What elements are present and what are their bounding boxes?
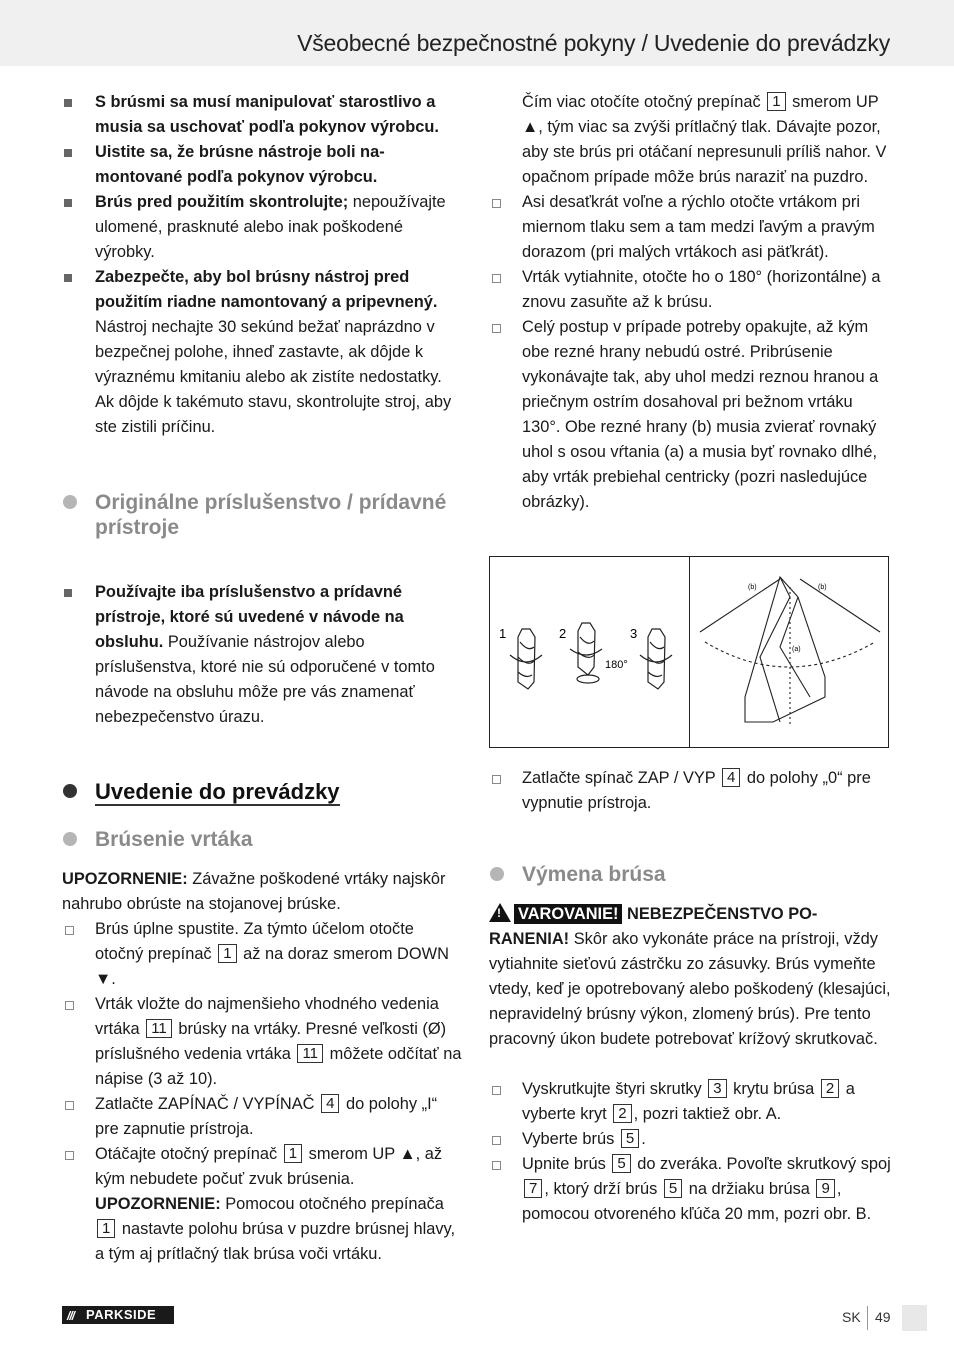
step-item: Zatlačte ZAPÍNAČ / VYPÍNAČ 4 do polohy „I“ pre zapnutie prístroja. [62,1092,464,1142]
warning-paragraph: ! VAROVANIE! NEBEZPEČENSTVO PORANENIA! Skôr ako vykonáte práce na prístroji, vždy vytiahnite sieťovú zástrčku zo zásuvky. Brús vymeňte vtedy, keď je opotrebovaný alebo poškodený (klesajúci, nepravidelný brúsny výkon, zlomený brús). Pre tento pracovný úkon budete potrebovať krížový skrutkovač. [489,905,891,1048]
section-heading-drill-sharpening: Brúsenie vrtáka [62,827,464,852]
step-item: Brús úplne spustite. Za týmto účelom otočte otočný prepínač 1 až na doraz smerom DOWN ▼. [62,917,464,992]
step-item: Zatlačte spínač ZAP / VYP 4 do polohy „0“ pre vypnutie prístroja. [489,766,891,816]
label-a: (a) [792,646,801,653]
section-heading-startup: Uvedenie do prevádzky [62,778,464,806]
step-item: Upnite brús 5 do zveráka. Povoľte skrutkový spoj 7 , ktorý drží brús 5 na držiaku brúsa 9 , pomocou otvoreného kľúča 20 mm, pozri obr. B. [489,1152,891,1227]
part-number: 5 [612,1154,630,1173]
step-item: Otáčajte otočný prepínač 1 smerom UP ▲, až kým nebudete počuť zvuk brúsenia. [62,1142,464,1192]
step-item: Vrták vložte do najmenšieho vhodného vedenia vrtáka 11 brúsky na vrtáky. Presné veľkosti (Ø) príslušného vedenia vrtáka 11 môžete odčítať na nápise (3 až 10). [62,992,464,1092]
label-b-left: (b) [748,584,757,591]
warning-icon: ! [489,903,511,922]
rotation-ellipse [577,675,599,683]
step-note: UPOZORNENIE: Pomocou otočného prepínača 1 nastavte polohu brúsa v puzdre brúsnej hlavy, a tým aj prítlačný tlak brúsa voči vrtáku. [95,1195,456,1263]
safety-item: Zabezpečte, aby bol brúsny nástroj pred použitím riadne namontovaný a pripevnený. Nástroj nechajte 30 sekúnd bežať naprázdno v bezpečnej polohe, ihneď zastavte, ak dôjde k výraznému kmitaniu alebo ak zistíte nedostatky. Ak dôjde k takémuto stavu, skontrolujte stroj, aby ste zistili príčinu. [62,265,464,440]
safety-item: Brús pred použitím skontrolujte; nepoužívajte ulomené, prasknuté alebo inak poškodené výrobky. [62,190,464,265]
figure-divider [689,557,690,747]
part-number: 1 [767,92,785,111]
step-item: Asi desaťkrát voľne a rýchlo otočte vrtákom pri miernom tlaku sem a tam medzi ľavým a pravým dorazom (pri malých vrtákoch asi päťkrát). [489,190,891,265]
cutting-edge-line [800,579,880,632]
warning-label: VAROVANIE! [514,904,622,924]
right-column-lower [489,766,891,1227]
step-item: Vrták vytiahnite, otočte ho o 180° (horizontálne) a znovu zasuňte až k brúsu. [489,265,891,315]
step-label-3: 3 [630,626,638,641]
drill-tip-outline [745,577,825,722]
language-code: SK [842,1309,861,1325]
part-number: 11 [146,1019,172,1038]
label-b-right: (b) [818,584,827,591]
note-paragraph: UPOZORNENIE: Závažne poškodené vrtáky najskôr nahrubo obrúste na stojanovej brúske. [62,870,446,913]
step-item: Celý postup v prípade potreby opakujte, až kým obe rezné hrany nebudú ostré. Pribrúsenie vykonávajte tak, aby uhol medzi reznou hranou a priečnym ostrím dosahoval pri bežnom vrtáku 130°. Obe rezné hrany (b) musia zvierať rovnaký uhol s osou vŕtania (a) a musia byť rovnako dlhé, aby vrták prebiehal centricky (pozri nasledujúce obrázky). [489,315,891,515]
right-column [489,90,891,515]
rotation-arrow [510,655,542,662]
part-number: 5 [664,1179,682,1198]
part-number: 11 [297,1044,323,1063]
part-number: 2 [821,1079,839,1098]
part-number: 4 [722,768,740,787]
part-number: 7 [524,1179,542,1198]
safety-item: S brúsmi sa musí manipulovať starostlivo a musia sa uschovať podľa pokynov výrobcu. [62,90,464,140]
drill-bit-shape [578,623,595,675]
step-continuation: Čím viac otočíte otočný prepínač 1 smerom UP ▲, tým viac sa zvýši prítlačný tlak. Dávajte pozor, aby ste brús pri otáčaní nepresunuli príliš nahor. V opačnom prípade môže brús naraziť na puzdro. [522,93,887,186]
cutting-edge-line [700,579,780,632]
page-header [0,0,954,66]
brand-logo: /// PARKSIDE [62,1306,174,1324]
part-number: 3 [708,1079,726,1098]
page-title: Všeobecné bezpečnostné pokyny / Uvedenie do prevádzky [297,30,890,56]
part-number: 9 [816,1179,834,1198]
page-number: 49 [875,1309,891,1325]
part-number: 5 [621,1129,639,1148]
section-heading-accessories: Originálne príslušenstvo / prídavné prístroje [62,490,464,540]
step-label-1: 1 [499,626,507,641]
left-column [62,90,464,1267]
footer-tab [902,1305,927,1331]
section-heading-replace-wheel: Výmena brúsa [489,862,891,887]
part-number: 1 [284,1144,302,1163]
drill-figure [489,556,889,748]
rotation-arrow [570,649,602,655]
part-number: 1 [218,944,236,963]
step-label-2: 2 [559,626,567,641]
part-number: 4 [321,1094,339,1113]
step-item: Vyskrutkujte štyri skrutky 3 krytu brúsa 2 a vyberte kryt 2 , pozri taktiež obr. A. [489,1077,891,1127]
safety-item: Používajte iba príslušenstvo a prídavné prístroje, ktoré sú uvedené v návode na obsluhu. Používanie nástrojov alebo príslušenstva, ktoré nie sú odporučené v tomto návode na obsluhu môže pre vás znamenať nebezpečenstvo úrazu. [62,580,464,730]
step-item: Vyberte brús 5 . [489,1127,891,1152]
part-number: 1 [97,1219,115,1238]
logo-stripes-icon: /// [67,1309,75,1323]
safety-item: Uistite sa, že brúsne nástroje boli namontované podľa pokynov výrobcu. [62,140,464,190]
part-number: 2 [613,1104,631,1123]
footer-divider [867,1306,868,1330]
rotation-arrow [640,655,672,662]
rotation-degrees: 180° [605,659,628,671]
